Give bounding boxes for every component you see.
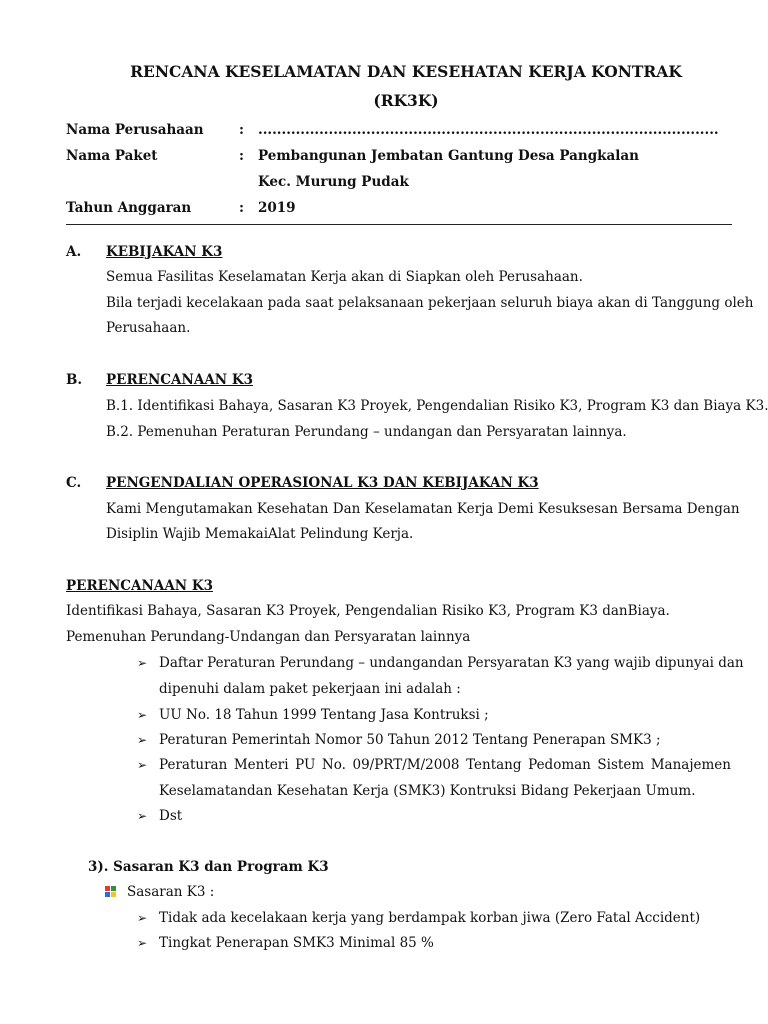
perencanaan-heading: PERENCANAAN K3 bbox=[66, 578, 213, 594]
bullet-5-text: Dst bbox=[159, 808, 183, 824]
section-b-letter: B. bbox=[66, 372, 83, 388]
arrow-bullet-icon: ➢ bbox=[137, 911, 148, 925]
document-title: RENCANA KESELAMATAN DAN KESEHATAN KERJA KONTRAK bbox=[130, 62, 682, 81]
sasaran-item-2: Tingkat Penerapan SMK3 Minimal 85 % bbox=[159, 935, 434, 951]
section-c-letter: C. bbox=[66, 475, 82, 491]
section-a-text-2: Bila terjadi kecelakaan pada saat pelaksanaan pekerjaan seluruh biaya akan di Tanggung oleh bbox=[106, 295, 754, 311]
section-b-text-1: B.1. Identifikasi Bahaya, Sasaran K3 Proyek, Pengendalian Risiko K3, Program K3 dan Biaya K3. bbox=[106, 398, 768, 414]
sasaran-item-1: Tidak ada kecelakaan kerja yang berdampak korban jiwa (Zero Fatal Accident) bbox=[159, 910, 701, 926]
bullet-4-text-2: Keselamatandan Kesehatan Kerja (SMK3) Kontruksi Bidang Pekerjaan Umum. bbox=[159, 783, 696, 799]
section-a-letter: A. bbox=[66, 244, 82, 260]
section-b-heading: PERENCANAAN K3 bbox=[106, 372, 253, 388]
flag-bullet-icon bbox=[104, 885, 117, 898]
bullet-4-text-1: Peraturan Menteri PU No. 09/PRT/M/2008 Tentang Pedoman Sistem Manajemen bbox=[159, 757, 731, 773]
company-label: Nama Perusahaan bbox=[66, 122, 204, 138]
bullet-2-text: UU No. 18 Tahun 1999 Tentang Jasa Kontruksi ; bbox=[159, 707, 489, 723]
arrow-bullet-icon: ➢ bbox=[137, 758, 148, 772]
section-c-text-1: Kami Mengutamakan Kesehatan Dan Keselamatan Kerja Demi Kesuksesan Bersama Dengan bbox=[106, 501, 740, 517]
document-subtitle: (RK3K) bbox=[373, 91, 439, 110]
year-label: Tahun Anggaran bbox=[66, 200, 192, 216]
section-b-text-2: B.2. Pemenuhan Peraturan Perundang – undangan dan Persyaratan lainnya. bbox=[106, 424, 627, 440]
arrow-bullet-icon: ➢ bbox=[137, 936, 148, 950]
perencanaan-text-1: Identifikasi Bahaya, Sasaran K3 Proyek, Pengendalian Risiko K3, Program K3 danBiaya. bbox=[66, 603, 670, 619]
package-value-cont: Kec. Murung Pudak bbox=[258, 174, 409, 190]
package-label: Nama Paket bbox=[66, 148, 158, 164]
package-value: Pembangunan Jembatan Gantung Desa Pangkalan bbox=[258, 148, 639, 164]
arrow-bullet-icon: ➢ bbox=[137, 809, 148, 823]
bullet-1-text-1: Daftar Peraturan Perundang – undangandan Persyaratan K3 yang wajib dipunyai dan bbox=[159, 655, 744, 671]
colon: : bbox=[239, 122, 244, 138]
arrow-bullet-icon: ➢ bbox=[137, 708, 148, 722]
section-a-text-1: Semua Fasilitas Keselamatan Kerja akan di Siapkan oleh Perusahaan. bbox=[106, 269, 583, 285]
perencanaan-text-2: Pemenuhan Perundang-Undangan dan Persyaratan lainnya bbox=[66, 629, 471, 645]
bullet-3-text: Peraturan Pemerintah Nomor 50 Tahun 2012 Tentang Penerapan SMK3 ; bbox=[159, 732, 661, 748]
colon: : bbox=[239, 148, 244, 164]
header-divider bbox=[66, 224, 732, 225]
sasaran-subheading: Sasaran K3 : bbox=[127, 884, 215, 900]
sasaran-heading: 3). Sasaran K3 dan Program K3 bbox=[88, 859, 329, 875]
section-a-text-3: Perusahaan. bbox=[106, 320, 191, 336]
colon: : bbox=[239, 200, 244, 216]
section-a-heading: KEBIJAKAN K3 bbox=[106, 244, 223, 260]
bullet-1-text-2: dipenuhi dalam paket pekerjaan ini adalah : bbox=[159, 681, 461, 697]
arrow-bullet-icon: ➢ bbox=[137, 656, 148, 670]
company-value: .................................................................................................. bbox=[258, 122, 719, 138]
section-c-heading: PENGENDALIAN OPERASIONAL K3 DAN KEBIJAKAN K3 bbox=[106, 475, 539, 491]
section-c-text-2: Disiplin Wajib MemakaiAlat Pelindung Kerja. bbox=[106, 526, 414, 542]
year-value: 2019 bbox=[258, 200, 296, 216]
arrow-bullet-icon: ➢ bbox=[137, 733, 148, 747]
